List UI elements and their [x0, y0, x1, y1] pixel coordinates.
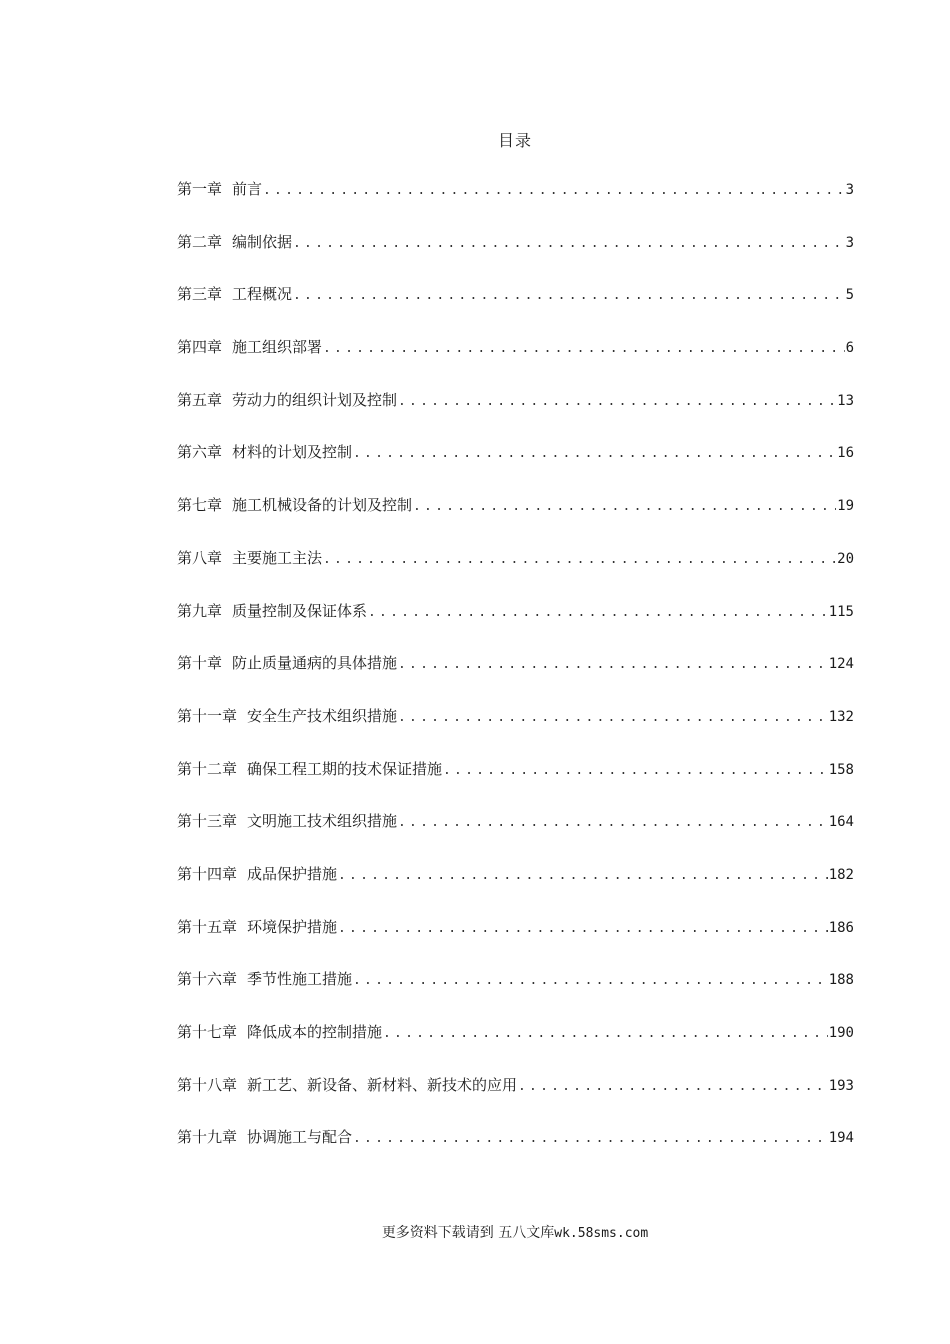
toc-dot-leader: [293, 288, 845, 303]
toc-entry[interactable]: [177, 1021, 854, 1074]
toc-dot-leader: [353, 446, 836, 461]
toc-dot-leader: [353, 1131, 828, 1146]
toc-chapter-number: 第四章: [177, 338, 223, 357]
toc-dot-leader: [293, 236, 845, 251]
toc-page-number: 3: [845, 234, 854, 251]
toc-chapter-title: 材料的计划及控制: [232, 443, 353, 462]
footer: [0, 1222, 950, 1242]
toc-dot-leader: [398, 815, 828, 830]
toc-entry[interactable]: [177, 441, 854, 494]
toc-chapter-number: 第十二章: [177, 759, 238, 778]
toc-dot-leader: [323, 552, 836, 567]
toc-chapter-number: 第一章: [177, 180, 223, 198]
toc-chapter-number: 第六章: [177, 443, 223, 462]
toc-chapter-title: 工程概况: [232, 285, 293, 304]
toc-chapter-title: 协调施工与配合: [247, 1128, 353, 1147]
toc-chapter-number: 第十六章: [177, 970, 238, 989]
toc-entry[interactable]: [177, 547, 854, 600]
toc-entry[interactable]: [177, 600, 854, 653]
toc-entry[interactable]: [177, 916, 854, 969]
toc-chapter-number: 第七章: [177, 496, 223, 515]
toc-dot-leader: [338, 921, 828, 936]
toc-entry[interactable]: [177, 968, 854, 1021]
toc-entry[interactable]: [177, 1074, 854, 1127]
toc-dot-leader: [263, 183, 845, 198]
toc-dot-leader: [323, 341, 845, 356]
toc-page-number: 164: [828, 814, 854, 831]
toc-chapter-number: 第十三章: [177, 812, 238, 831]
toc-page-number: 3: [845, 182, 854, 198]
toc-entry[interactable]: [177, 863, 854, 916]
toc-chapter-number: 第三章: [177, 285, 223, 304]
toc-entry[interactable]: [177, 231, 854, 284]
toc-page-number: 6: [845, 340, 854, 357]
toc-chapter-title: 文明施工技术组织措施: [247, 812, 398, 831]
toc-chapter-title: 施工组织部署: [232, 338, 323, 357]
toc-dot-leader: [398, 710, 828, 725]
toc-chapter-number: 第二章: [177, 232, 223, 251]
toc-chapter-title: 确保工程工期的技术保证措施: [247, 759, 443, 778]
toc-page-number: 158: [828, 761, 854, 778]
toc-entry[interactable]: [177, 1126, 854, 1179]
toc-chapter-number: 第十一章: [177, 706, 238, 725]
toc-chapter-title: 劳动力的组织计划及控制: [232, 390, 398, 409]
toc-chapter-title: 季节性施工措施: [247, 970, 353, 989]
toc-chapter-title: 前言: [232, 180, 263, 198]
toc-dot-leader: [413, 499, 836, 514]
toc-entry[interactable]: [177, 389, 854, 442]
toc-entry[interactable]: [177, 758, 854, 811]
toc-chapter-number: 第十四章: [177, 864, 238, 883]
footer-text: 更多资料下载请到 五八文库: [381, 1225, 555, 1241]
toc-chapter-number: 第十五章: [177, 917, 238, 936]
toc-dot-leader: [338, 868, 828, 883]
toc-dot-leader: [353, 973, 828, 988]
toc-entry[interactable]: [177, 810, 854, 863]
toc-page-number: 124: [828, 656, 854, 673]
toc-chapter-title: 防止质量通病的具体措施: [232, 654, 398, 673]
toc-entry[interactable]: [177, 178, 854, 231]
toc-chapter-title: 主要施工主法: [232, 548, 323, 567]
toc-chapter-number: 第五章: [177, 390, 223, 409]
toc-page-number: 190: [828, 1025, 854, 1041]
toc-page-number: 20: [837, 550, 854, 567]
toc-chapter-number: 第八章: [177, 548, 223, 567]
toc-entry[interactable]: [177, 336, 854, 389]
toc-chapter-title: 降低成本的控制措施: [247, 1023, 383, 1041]
toc-page-number: 19: [837, 498, 854, 515]
toc-chapter-title: 新工艺、新设备、新材料、新技术的应用: [247, 1075, 518, 1094]
toc-chapter-title: 编制依据: [232, 232, 293, 251]
toc-dot-leader: [398, 657, 828, 672]
toc-chapter-number: 第九章: [177, 601, 223, 620]
toc-chapter-number: 第十九章: [177, 1128, 238, 1147]
toc-page-number: 5: [845, 287, 854, 304]
toc-chapter-number: 第十七章: [177, 1023, 238, 1041]
toc-entry[interactable]: [177, 652, 854, 705]
toc-dot-leader: [368, 605, 828, 620]
toc-page-number: 115: [828, 603, 854, 620]
toc-entry[interactable]: [177, 494, 854, 547]
toc-page-number: 13: [837, 392, 854, 409]
toc-dot-leader: [443, 763, 828, 778]
toc-page-number: 186: [828, 919, 854, 936]
toc-chapter-title: 质量控制及保证体系: [232, 601, 368, 620]
toc-page-number: 193: [828, 1077, 854, 1094]
toc-chapter-number: 第十八章: [177, 1075, 238, 1094]
toc-chapter-title: 环境保护措施: [247, 917, 338, 936]
toc-page-number: 132: [828, 708, 854, 725]
toc-page-number: 188: [828, 972, 854, 989]
toc-chapter-title: 安全生产技术组织措施: [247, 706, 398, 725]
toc-chapter-number: 第十章: [177, 654, 223, 673]
toc-chapter-title: 成品保护措施: [247, 864, 338, 883]
toc-entry[interactable]: [177, 705, 854, 758]
toc-page-number: 182: [828, 866, 854, 883]
toc-entry[interactable]: [177, 283, 854, 336]
toc-page-number: 16: [837, 445, 854, 462]
toc-dot-leader: [383, 1026, 828, 1041]
toc-page-number: 194: [828, 1130, 854, 1147]
table-of-contents: [177, 178, 854, 1179]
toc-dot-leader: [518, 1079, 828, 1094]
toc-chapter-title: 施工机械设备的计划及控制: [232, 496, 413, 515]
footer-site-link[interactable]: wk.58sms.com: [554, 1226, 649, 1241]
toc-dot-leader: [398, 394, 836, 409]
page-title: 目录: [497, 131, 532, 150]
